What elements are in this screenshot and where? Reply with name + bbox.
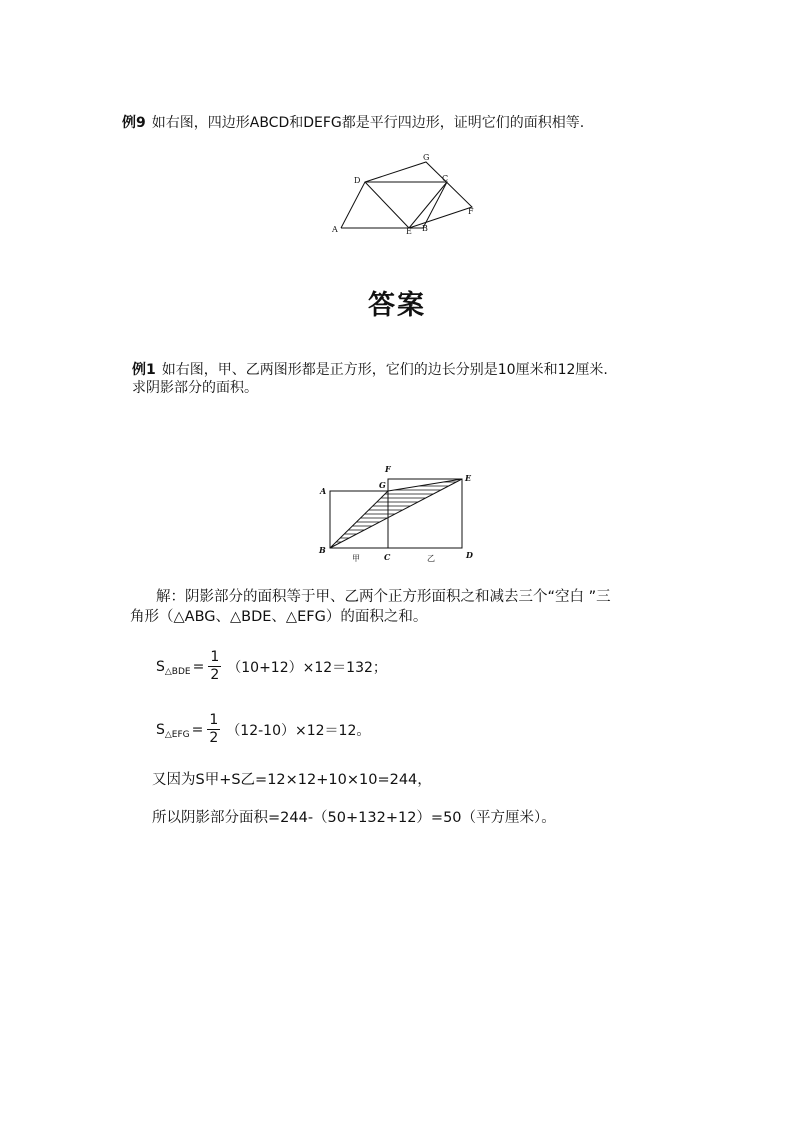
total-area-line: 又因为S甲+S乙=12×12+10×10=244， xyxy=(152,772,432,788)
label-e2: E xyxy=(465,473,472,483)
eq1-fraction xyxy=(208,649,221,684)
eq2-s: S xyxy=(156,721,165,738)
eq2-num: 1 xyxy=(209,712,219,728)
example9-label: 例9 xyxy=(122,115,146,131)
parallelogram-defg xyxy=(365,162,472,228)
segment-ce xyxy=(409,182,447,228)
equation-efg xyxy=(156,712,370,747)
example1-label: 例1 xyxy=(132,362,156,378)
solution-paragraph xyxy=(130,587,611,627)
eq1-rest: （10+12）×12＝132； xyxy=(227,659,387,676)
label-jia: 甲 xyxy=(352,554,360,563)
eq2-den: 2 xyxy=(209,730,219,746)
eq2-sub: △EFG xyxy=(164,729,190,740)
label-c: C xyxy=(442,174,449,183)
figure-parallelograms xyxy=(325,150,485,242)
label-e: E xyxy=(406,227,412,236)
label-a: A xyxy=(332,225,338,234)
eq2-fraction xyxy=(207,712,220,747)
label-b: B xyxy=(422,224,428,233)
label-d2: D xyxy=(466,550,473,560)
example9-paragraph xyxy=(122,112,584,132)
label-g: G xyxy=(423,153,430,162)
eq1-den: 2 xyxy=(210,667,220,683)
eq2-rest: （12-10）×12＝12。 xyxy=(226,722,371,739)
label-b2: B xyxy=(319,545,326,555)
eq1-sub: △BDE xyxy=(164,666,191,677)
label-c2: C xyxy=(384,552,391,562)
result-line: 所以阴影部分面积=244-（50+132+12）=50（平方厘米）。 xyxy=(152,810,556,826)
example1-line2: 求阴影部分的面积。 xyxy=(132,380,258,396)
figure-squares xyxy=(315,464,490,568)
eq1-s: S xyxy=(156,658,165,675)
answer-title: 答案 xyxy=(368,290,426,321)
example9-text: 如右图，四边形ABCD和DEFG都是平行四边形，证明它们的面积相等. xyxy=(151,115,585,131)
equation-bde xyxy=(156,649,387,684)
example1-paragraph xyxy=(132,361,608,397)
label-a2: A xyxy=(320,486,327,496)
eq2-eq: = xyxy=(191,721,204,738)
label-d: D xyxy=(354,176,361,185)
solution-line1: 解：阴影部分的面积等于甲、乙两个正方形面积之和减去三个“空白 ”三 xyxy=(156,589,611,605)
solution-line2: 角形（△ABG、△BDE、△EFG）的面积之和。 xyxy=(130,609,428,625)
label-f2: F xyxy=(385,464,391,474)
eq1-eq: = xyxy=(192,658,205,675)
eq1-num: 1 xyxy=(210,649,220,665)
example1-line1: 如右图，甲、乙两图形都是正方形，它们的边长分别是10厘米和12厘米. xyxy=(161,362,608,378)
label-g2: G xyxy=(379,480,386,490)
label-f: F xyxy=(468,207,474,216)
label-yi: 乙 xyxy=(427,554,435,563)
segment-bg xyxy=(330,491,388,548)
